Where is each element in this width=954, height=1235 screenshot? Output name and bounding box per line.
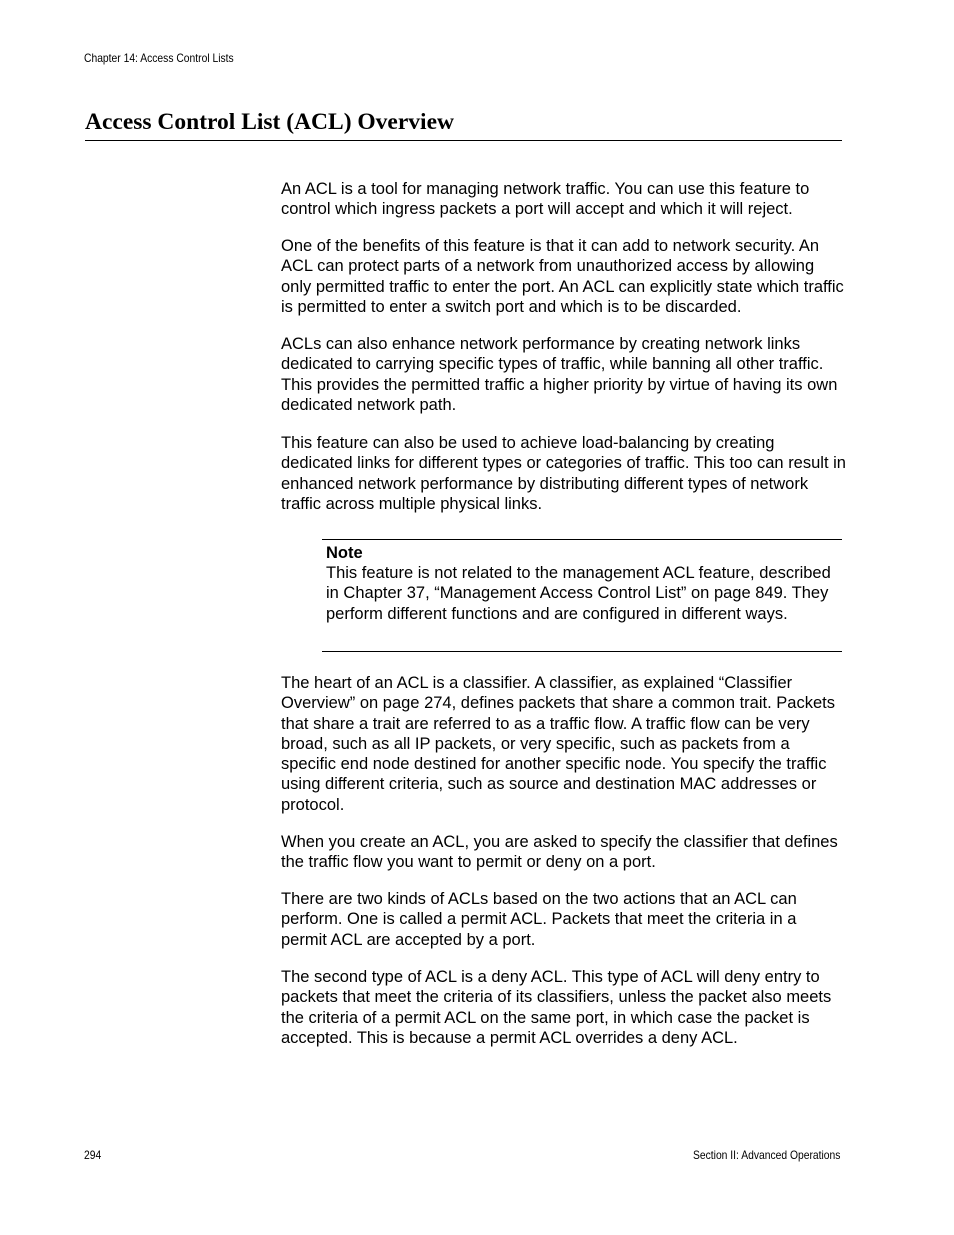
paragraph-performance: ACLs can also enhance network performance by creating network links dedicated to carrying specific types of traffic, while banning all other traffic. This provides the permitted traffic a higher priority by virtue of having its own dedicated network path. xyxy=(281,335,838,414)
running-header-chapter: Chapter 14: Access Control Lists xyxy=(84,51,234,65)
note-label: Note xyxy=(326,544,363,562)
section-title: Access Control List (ACL) Overview xyxy=(85,109,454,135)
running-footer-section: Section II: Advanced Operations xyxy=(692,1148,840,1162)
paragraph-create-acl: When you create an ACL, you are asked to specify the classifier that defines the traffic flow you want to permit or deny on a port. xyxy=(281,833,838,872)
note-text: This feature is not related to the management ACL feature, described in Chapter 37, “Management Access Control List” on page 849. They perform different functions and are configured in different ways. xyxy=(326,564,831,623)
paragraph-acl-intro: An ACL is a tool for managing network traffic. You can use this feature to control which ingress packets a port will accept and which it will reject. xyxy=(281,180,810,219)
paragraph-permit-acl: There are two kinds of ACLs based on the two actions that an ACL can perform. One is called a permit ACL. Packets that meet the criteria in a permit ACL are accepted by a port. xyxy=(281,890,797,949)
paragraph-deny-acl: The second type of ACL is a deny ACL. This type of ACL will deny entry to packets that meet the criteria of its classifiers, unless the packet also meets the criteria of a permit ACL on the same port, in which case the packet is accepted. This is because a permit ACL overrides a deny ACL. xyxy=(281,968,832,1047)
paragraph-load-balancing: This feature can also be used to achieve load-balancing by creating dedicated links for different types or categories of traffic. This too can result in enhanced network performance by distributing different types of network traffic across multiple physical links. xyxy=(281,434,846,513)
note-box xyxy=(322,539,842,652)
paragraph-classifier: The heart of an ACL is a classifier. A classifier, as explained “Classifier Overview” on page 274, defines packets that share a common trait. Packets that share a trait are referred to as a traffic flow. A traffic flow can be very broad, such as all IP packets, or very specific, such as packets from a specific end node destined for another specific node. You specify the traffic using different criteria, such as source and destination MAC addresses or protocol. xyxy=(281,674,835,814)
page-number: 294 xyxy=(84,1148,102,1162)
title-rule xyxy=(85,140,842,141)
paragraph-security-benefit: One of the benefits of this feature is that it can add to network security. An ACL can protect parts of a network from unauthorized access by allowing only permitted traffic to enter the port. An ACL can explicitly state which traffic is permitted to enter a switch port and which is to be discarded. xyxy=(281,237,844,316)
